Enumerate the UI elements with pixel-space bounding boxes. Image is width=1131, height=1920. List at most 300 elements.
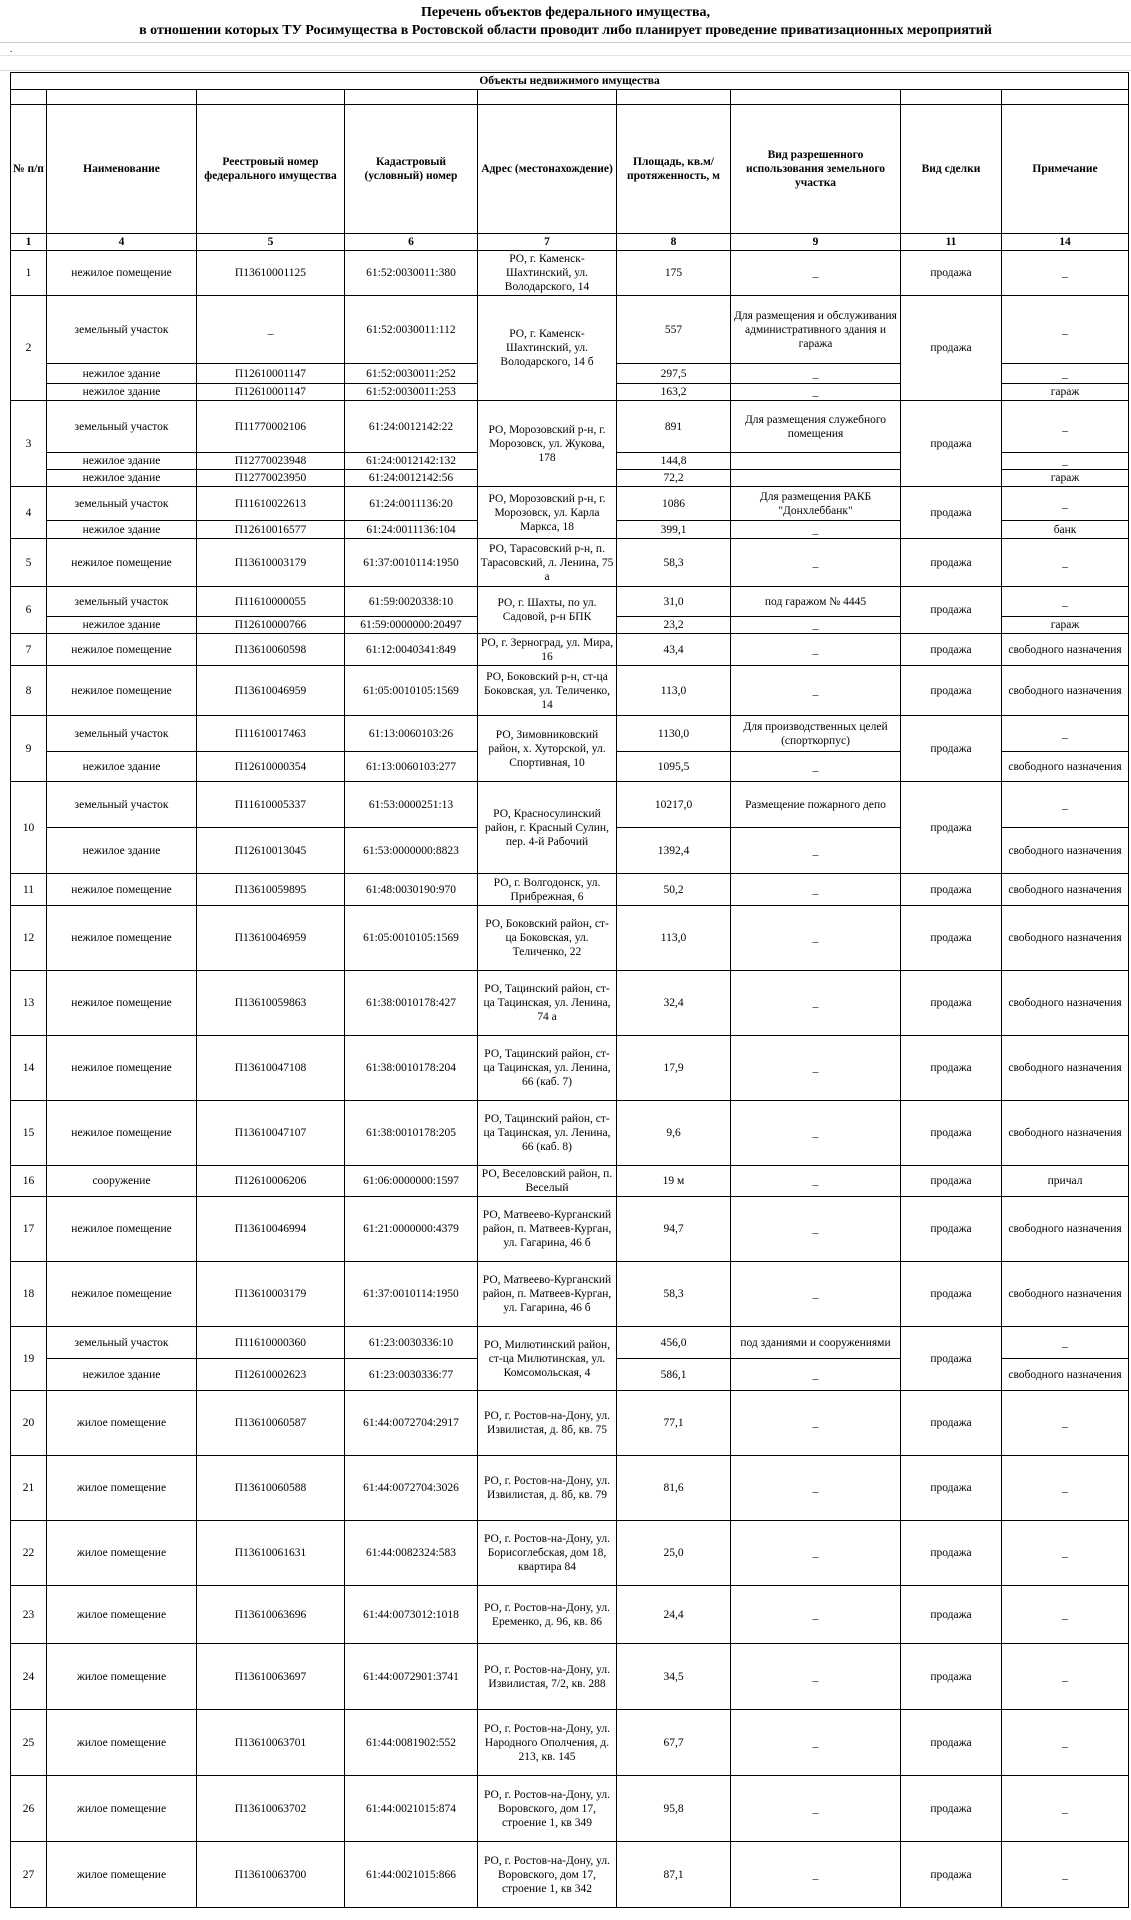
permitted-use-cell: Для производственных целей (спорткорпус): [731, 716, 901, 752]
area-cell: 297,5: [617, 364, 731, 384]
deal-type-cell: продажа: [901, 1644, 1002, 1710]
header-registry-number: Реестровый номер федерального имущества: [197, 105, 345, 234]
cadastral-number-cell: 61:48:0030190:970: [345, 874, 478, 906]
note-cell: _: [1002, 1842, 1129, 1908]
column-number: 11: [901, 234, 1002, 251]
name-cell: земельный участок: [47, 1327, 197, 1359]
name-cell: жилое помещение: [47, 1710, 197, 1776]
table-row: [11, 971, 1129, 1036]
address-cell: РО, г. Ростов-на-Дону, ул. Воровского, дом 17, строение 1, кв 349: [478, 1776, 617, 1842]
table-row: [11, 587, 1129, 617]
name-cell: нежилое помещение: [47, 539, 197, 587]
name-cell: нежилое помещение: [47, 874, 197, 906]
permitted-use-cell: _: [731, 1391, 901, 1456]
table-row: [11, 1262, 1129, 1327]
deal-type-cell: продажа: [901, 296, 1002, 401]
row-number-cell: 16: [11, 1166, 47, 1197]
cadastral-number-cell: 61:24:0012142:132: [345, 453, 478, 470]
area-cell: 586,1: [617, 1359, 731, 1391]
cadastral-number-cell: 61:12:0040341:849: [345, 634, 478, 666]
name-cell: нежилое здание: [47, 384, 197, 401]
deal-type-cell: продажа: [901, 666, 1002, 716]
permitted-use-cell: _: [731, 384, 901, 401]
row-number-cell: 12: [11, 906, 47, 971]
row-number-cell: 5: [11, 539, 47, 587]
note-cell: свободного назначения: [1002, 666, 1129, 716]
note-cell: банк: [1002, 521, 1129, 539]
deal-type-cell: продажа: [901, 1391, 1002, 1456]
column-number: 7: [478, 234, 617, 251]
note-cell: свободного назначения: [1002, 1262, 1129, 1327]
area-cell: 10217,0: [617, 782, 731, 828]
registry-number-cell: П13610046959: [197, 906, 345, 971]
address-cell: РО, г. Шахты, по ул. Садовой, р-н БПК: [478, 587, 617, 634]
header-address: Адрес (местонахождение): [478, 105, 617, 234]
permitted-use-cell: _: [731, 1710, 901, 1776]
registry-number-cell: П13610060588: [197, 1456, 345, 1521]
row-number-cell: 27: [11, 1842, 47, 1908]
permitted-use-cell: под гаражом № 4445: [731, 587, 901, 617]
address-cell: РО, г. Ростов-на-Дону, ул. Извилистая, д. 8б, кв. 79: [478, 1456, 617, 1521]
cadastral-number-cell: 61:52:0030011:380: [345, 251, 478, 296]
registry-number-cell: П12770023950: [197, 470, 345, 487]
name-cell: жилое помещение: [47, 1586, 197, 1644]
cadastral-number-cell: 61:38:0010178:204: [345, 1036, 478, 1101]
deal-type-cell: продажа: [901, 634, 1002, 666]
note-cell: _: [1002, 1521, 1129, 1586]
table-row: [11, 1327, 1129, 1359]
permitted-use-cell: _: [731, 1166, 901, 1197]
registry-number-cell: П11610000055: [197, 587, 345, 617]
page-title: Перечень объектов федерального имущества,: [420, 5, 711, 20]
area-cell: 94,7: [617, 1197, 731, 1262]
area-cell: 31,0: [617, 587, 731, 617]
name-cell: нежилое помещение: [47, 971, 197, 1036]
row-number-cell: 13: [11, 971, 47, 1036]
name-cell: нежилое здание: [47, 453, 197, 470]
note-cell: _: [1002, 453, 1129, 470]
area-cell: 23,2: [617, 617, 731, 634]
name-cell: сооружение: [47, 1166, 197, 1197]
address-cell: РО, г. Ростов-на-Дону, ул. Извилистая, д. 8б, кв. 75: [478, 1391, 617, 1456]
cadastral-number-cell: 61:44:0072704:3026: [345, 1456, 478, 1521]
area-cell: 1086: [617, 487, 731, 521]
row-number-cell: 14: [11, 1036, 47, 1101]
registry-number-cell: П13610063696: [197, 1586, 345, 1644]
address-cell: РО, г. Ростов-на-Дону, ул. Народного Ополчения, д. 213, кв. 145: [478, 1710, 617, 1776]
header-name: Наименование: [47, 105, 197, 234]
registry-number-cell: П13610060587: [197, 1391, 345, 1456]
permitted-use-cell: _: [731, 1197, 901, 1262]
permitted-use-cell: _: [731, 1456, 901, 1521]
row-number-cell: 24: [11, 1644, 47, 1710]
deal-type-cell: продажа: [901, 1197, 1002, 1262]
cadastral-number-cell: 61:52:0030011:252: [345, 364, 478, 384]
name-cell: жилое помещение: [47, 1391, 197, 1456]
gap-cell: [901, 90, 1002, 105]
gap-cell: [1002, 90, 1129, 105]
cadastral-number-cell: 61:44:0072704:2917: [345, 1391, 478, 1456]
permitted-use-cell: _: [731, 971, 901, 1036]
registry-number-cell: П13610059895: [197, 874, 345, 906]
registry-number-cell: П13610061631: [197, 1521, 345, 1586]
permitted-use-cell: _: [731, 1036, 901, 1101]
row-number-cell: 21: [11, 1456, 47, 1521]
permitted-use-cell: _: [731, 1262, 901, 1327]
deal-type-cell: продажа: [901, 1166, 1002, 1197]
name-cell: нежилое помещение: [47, 1101, 197, 1166]
note-cell: свободного назначения: [1002, 828, 1129, 874]
note-cell: _: [1002, 716, 1129, 752]
cadastral-number-cell: 61:44:0081902:552: [345, 1710, 478, 1776]
cadastral-number-cell: 61:37:0010114:1950: [345, 539, 478, 587]
permitted-use-cell: Для размещения РАКБ "Донхлеббанк": [731, 487, 901, 521]
registry-number-cell: П12610013045: [197, 828, 345, 874]
property-table: [10, 72, 1129, 1908]
address-cell: РО, г. Ростов-на-Дону, ул. Борисоглебская, дом 18, квартира 84: [478, 1521, 617, 1586]
note-cell: _: [1002, 487, 1129, 521]
table-row: [11, 1521, 1129, 1586]
permitted-use-cell: _: [731, 828, 901, 874]
table-row: [11, 874, 1129, 906]
area-cell: 32,4: [617, 971, 731, 1036]
area-cell: 58,3: [617, 1262, 731, 1327]
cadastral-number-cell: 61:23:0030336:77: [345, 1359, 478, 1391]
table-row: [11, 401, 1129, 453]
gap-cell: [47, 90, 197, 105]
table-row: [11, 1391, 1129, 1456]
row-number-cell: 6: [11, 587, 47, 634]
note-cell: _: [1002, 1456, 1129, 1521]
deal-type-cell: продажа: [901, 1101, 1002, 1166]
deal-type-cell: продажа: [901, 906, 1002, 971]
address-cell: РО, г. Волгодонск, ул. Прибрежная, 6: [478, 874, 617, 906]
address-cell: РО, г. Каменск-Шахтинский, ул. Володарского, 14 б: [478, 296, 617, 401]
permitted-use-cell: _: [731, 251, 901, 296]
permitted-use-cell: _: [731, 1842, 901, 1908]
permitted-use-cell: _: [731, 539, 901, 587]
name-cell: нежилое помещение: [47, 634, 197, 666]
registry-number-cell: П13610046994: [197, 1197, 345, 1262]
column-number: 1: [11, 234, 47, 251]
note-cell: гараж: [1002, 617, 1129, 634]
cadastral-number-cell: 61:24:0012142:22: [345, 401, 478, 453]
area-cell: 43,4: [617, 634, 731, 666]
deal-type-cell: продажа: [901, 716, 1002, 782]
registry-number-cell: П13610063701: [197, 1710, 345, 1776]
cadastral-number-cell: 61:06:0000000:1597: [345, 1166, 478, 1197]
row-number-cell: 23: [11, 1586, 47, 1644]
cadastral-number-cell: 61:38:0010178:427: [345, 971, 478, 1036]
gap-cell: [478, 90, 617, 105]
table-row: [11, 782, 1129, 828]
name-cell: нежилое здание: [47, 617, 197, 634]
table-row: [11, 1036, 1129, 1101]
address-cell: РО, Морозовский р-н, г. Морозовск, ул. Жукова, 178: [478, 401, 617, 487]
area-cell: 1392,4: [617, 828, 731, 874]
note-cell: свободного назначения: [1002, 874, 1129, 906]
cadastral-number-cell: 61:59:0020338:10: [345, 587, 478, 617]
area-cell: 891: [617, 401, 731, 453]
permitted-use-cell: _: [731, 1644, 901, 1710]
name-cell: нежилое помещение: [47, 1036, 197, 1101]
name-cell: нежилое здание: [47, 1359, 197, 1391]
cadastral-number-cell: 61:05:0010105:1569: [345, 906, 478, 971]
row-number-cell: 8: [11, 666, 47, 716]
name-cell: нежилое помещение: [47, 1262, 197, 1327]
permitted-use-cell: _: [731, 906, 901, 971]
note-cell: гараж: [1002, 384, 1129, 401]
name-cell: земельный участок: [47, 487, 197, 521]
area-cell: 34,5: [617, 1644, 731, 1710]
address-cell: РО, Веселовский район, п. Веселый: [478, 1166, 617, 1197]
table-row: [11, 634, 1129, 666]
note-cell: _: [1002, 1586, 1129, 1644]
table-row: [11, 1101, 1129, 1166]
area-cell: 58,3: [617, 539, 731, 587]
table-row: [11, 666, 1129, 716]
cadastral-number-cell: 61:13:0060103:26: [345, 716, 478, 752]
address-cell: РО, г. Ростов-на-Дону, ул. Воровского, дом 17, строение 1, кв 342: [478, 1842, 617, 1908]
permitted-use-cell: _: [731, 1521, 901, 1586]
name-cell: нежилое помещение: [47, 906, 197, 971]
registry-number-cell: П12770023948: [197, 453, 345, 470]
table-row: [11, 296, 1129, 364]
registry-number-cell: П13610059863: [197, 971, 345, 1036]
table-row: [11, 716, 1129, 752]
permitted-use-cell: Для размещения и обслуживания административного здания и гаража: [731, 296, 901, 364]
table-row: [11, 1197, 1129, 1262]
page-subtitle: в отношении которых ТУ Росимущества в Ростовской области проводит либо планирует проведение приватизационных мероприятий: [0, 22, 1131, 43]
note-cell: свободного назначения: [1002, 752, 1129, 782]
empty-grid-row: [0, 56, 1131, 71]
registry-number-cell: П12610006206: [197, 1166, 345, 1197]
cadastral-number-cell: 61:53:0000251:13: [345, 782, 478, 828]
area-cell: 72,2: [617, 470, 731, 487]
registry-number-cell: П12610000354: [197, 752, 345, 782]
deal-type-cell: продажа: [901, 1842, 1002, 1908]
area-cell: 399,1: [617, 521, 731, 539]
cadastral-number-cell: 61:24:0012142:56: [345, 470, 478, 487]
cadastral-number-cell: 61:52:0030011:253: [345, 384, 478, 401]
deal-type-cell: продажа: [901, 539, 1002, 587]
column-number: 6: [345, 234, 478, 251]
header-area: Площадь, кв.м/ протяженность, м: [617, 105, 731, 234]
table-row: [11, 906, 1129, 971]
note-cell: _: [1002, 1327, 1129, 1359]
area-cell: 17,9: [617, 1036, 731, 1101]
cadastral-number-cell: 61:44:0082324:583: [345, 1521, 478, 1586]
name-cell: земельный участок: [47, 401, 197, 453]
table-row: [11, 1776, 1129, 1842]
name-cell: земельный участок: [47, 296, 197, 364]
note-cell: _: [1002, 401, 1129, 453]
address-cell: РО, г. Ростов-на-Дону, ул. Извилистая, 7/2, кв. 288: [478, 1644, 617, 1710]
permitted-use-cell: _: [731, 617, 901, 634]
note-cell: свободного назначения: [1002, 1101, 1129, 1166]
deal-type-cell: продажа: [901, 1262, 1002, 1327]
note-cell: свободного назначения: [1002, 906, 1129, 971]
permitted-use-cell: _: [731, 874, 901, 906]
registry-number-cell: П13610003179: [197, 1262, 345, 1327]
note-cell: _: [1002, 1776, 1129, 1842]
note-cell: _: [1002, 251, 1129, 296]
table-row: [11, 1586, 1129, 1644]
registry-number-cell: П13610047108: [197, 1036, 345, 1101]
registry-number-cell: П13610063702: [197, 1776, 345, 1842]
note-cell: _: [1002, 539, 1129, 587]
permitted-use-cell: _: [731, 634, 901, 666]
registry-number-cell: П13610047107: [197, 1101, 345, 1166]
name-cell: земельный участок: [47, 716, 197, 752]
area-cell: 113,0: [617, 666, 731, 716]
area-cell: 456,0: [617, 1327, 731, 1359]
area-cell: 9,6: [617, 1101, 731, 1166]
cadastral-number-cell: 61:05:0010105:1569: [345, 666, 478, 716]
header-note: Примечание: [1002, 105, 1129, 234]
cadastral-number-cell: 61:44:0073012:1018: [345, 1586, 478, 1644]
permitted-use-cell: _: [731, 1776, 901, 1842]
header-num: № п/п: [11, 105, 47, 234]
area-cell: 1130,0: [617, 716, 731, 752]
table-row: [11, 1842, 1129, 1908]
area-cell: 81,6: [617, 1456, 731, 1521]
name-cell: жилое помещение: [47, 1842, 197, 1908]
row-number-cell: 22: [11, 1521, 47, 1586]
permitted-use-cell: _: [731, 752, 901, 782]
table-row: [11, 487, 1129, 521]
note-cell: свободного назначения: [1002, 1036, 1129, 1101]
note-cell: причал: [1002, 1166, 1129, 1197]
address-cell: РО, Матвеево-Курганский район, п. Матвеев-Курган, ул. Гагарина, 46 б: [478, 1197, 617, 1262]
registry-number-cell: П13610063697: [197, 1644, 345, 1710]
registry-number-cell: П11610017463: [197, 716, 345, 752]
permitted-use-cell: _: [731, 666, 901, 716]
deal-type-cell: продажа: [901, 1586, 1002, 1644]
registry-number-cell: П13610001125: [197, 251, 345, 296]
cadastral-number-cell: 61:13:0060103:277: [345, 752, 478, 782]
table-row: [11, 539, 1129, 587]
address-cell: РО, Боковский р-н, ст-ца Боковская, ул. Теличенко, 14: [478, 666, 617, 716]
row-number-cell: 17: [11, 1197, 47, 1262]
note-cell: свободного назначения: [1002, 634, 1129, 666]
note-cell: _: [1002, 1644, 1129, 1710]
registry-number-cell: П11610005337: [197, 782, 345, 828]
gap-cell: [11, 90, 47, 105]
cadastral-number-cell: 61:52:0030011:112: [345, 296, 478, 364]
column-number: 5: [197, 234, 345, 251]
deal-type-cell: продажа: [901, 1521, 1002, 1586]
area-cell: 95,8: [617, 1776, 731, 1842]
section-title: Объекты недвижимого имущества: [11, 73, 1129, 90]
table-row: [11, 1166, 1129, 1197]
registry-number-cell: П12610001147: [197, 364, 345, 384]
deal-type-cell: продажа: [901, 1776, 1002, 1842]
row-number-cell: 19: [11, 1327, 47, 1391]
column-number: 14: [1002, 234, 1129, 251]
cadastral-number-cell: 61:53:0000000:8823: [345, 828, 478, 874]
permitted-use-cell: под зданиями и сооружениями: [731, 1327, 901, 1359]
name-cell: земельный участок: [47, 587, 197, 617]
deal-type-cell: продажа: [901, 1456, 1002, 1521]
registry-number-cell: П11610000360: [197, 1327, 345, 1359]
permitted-use-cell: Для размещения служебного помещения: [731, 401, 901, 453]
address-cell: РО, г. Зерноград, ул. Мира, 16: [478, 634, 617, 666]
address-cell: РО, Тацинский район, ст-ца Тацинская, ул. Ленина, 74 а: [478, 971, 617, 1036]
table-row: [11, 251, 1129, 296]
cadastral-number-cell: 61:44:0021015:866: [345, 1842, 478, 1908]
address-cell: РО, г. Каменск-Шахтинский, ул. Володарского, 14: [478, 251, 617, 296]
row-number-cell: 25: [11, 1710, 47, 1776]
address-cell: РО, Милютинский район, ст-ца Милютинская, ул. Комсомольская, 4: [478, 1327, 617, 1391]
dot-mark: .: [0, 43, 1131, 56]
deal-type-cell: продажа: [901, 1036, 1002, 1101]
registry-number-cell: П12610001147: [197, 384, 345, 401]
area-cell: 557: [617, 296, 731, 364]
column-number: 8: [617, 234, 731, 251]
registry-number-cell: П12610016577: [197, 521, 345, 539]
header-permitted-use: Вид разрешенного использования земельного участка: [731, 105, 901, 234]
name-cell: жилое помещение: [47, 1456, 197, 1521]
deal-type-cell: продажа: [901, 487, 1002, 539]
area-cell: 175: [617, 251, 731, 296]
note-cell: _: [1002, 782, 1129, 828]
cadastral-number-cell: 61:38:0010178:205: [345, 1101, 478, 1166]
note-cell: свободного назначения: [1002, 971, 1129, 1036]
registry-number-cell: П13610063700: [197, 1842, 345, 1908]
registry-number-cell: П13610003179: [197, 539, 345, 587]
name-cell: жилое помещение: [47, 1776, 197, 1842]
name-cell: нежилое здание: [47, 828, 197, 874]
note-cell: _: [1002, 587, 1129, 617]
registry-number-cell: П12610002623: [197, 1359, 345, 1391]
row-number-cell: 1: [11, 251, 47, 296]
address-cell: РО, Матвеево-Курганский район, п. Матвеев-Курган, ул. Гагарина, 46 б: [478, 1262, 617, 1327]
deal-type-cell: продажа: [901, 587, 1002, 634]
header-deal-type: Вид сделки: [901, 105, 1002, 234]
cadastral-number-cell: 61:44:0021015:874: [345, 1776, 478, 1842]
name-cell: жилое помещение: [47, 1521, 197, 1586]
gap-cell: [731, 90, 901, 105]
row-number-cell: 7: [11, 634, 47, 666]
area-cell: 24,4: [617, 1586, 731, 1644]
address-cell: РО, Морозовский р-н, г. Морозовск, ул. Карла Маркса, 18: [478, 487, 617, 539]
gap-cell: [197, 90, 345, 105]
deal-type-cell: продажа: [901, 782, 1002, 874]
note-cell: свободного назначения: [1002, 1359, 1129, 1391]
deal-type-cell: продажа: [901, 874, 1002, 906]
name-cell: жилое помещение: [47, 1644, 197, 1710]
row-number-cell: 20: [11, 1391, 47, 1456]
note-cell: _: [1002, 1391, 1129, 1456]
row-number-cell: 18: [11, 1262, 47, 1327]
area-cell: 25,0: [617, 1521, 731, 1586]
deal-type-cell: продажа: [901, 401, 1002, 487]
area-cell: 1095,5: [617, 752, 731, 782]
name-cell: нежилое здание: [47, 364, 197, 384]
registry-number-cell: П12610000766: [197, 617, 345, 634]
row-number-cell: 11: [11, 874, 47, 906]
name-cell: земельный участок: [47, 782, 197, 828]
column-number: 4: [47, 234, 197, 251]
deal-type-cell: продажа: [901, 971, 1002, 1036]
area-cell: 144,8: [617, 453, 731, 470]
row-number-cell: 15: [11, 1101, 47, 1166]
registry-number-cell: _: [197, 296, 345, 364]
area-cell: 113,0: [617, 906, 731, 971]
address-cell: РО, Тарасовский р-н, п. Тарасовский, л. Ленина, 75 а: [478, 539, 617, 587]
permitted-use-cell: _: [731, 364, 901, 384]
